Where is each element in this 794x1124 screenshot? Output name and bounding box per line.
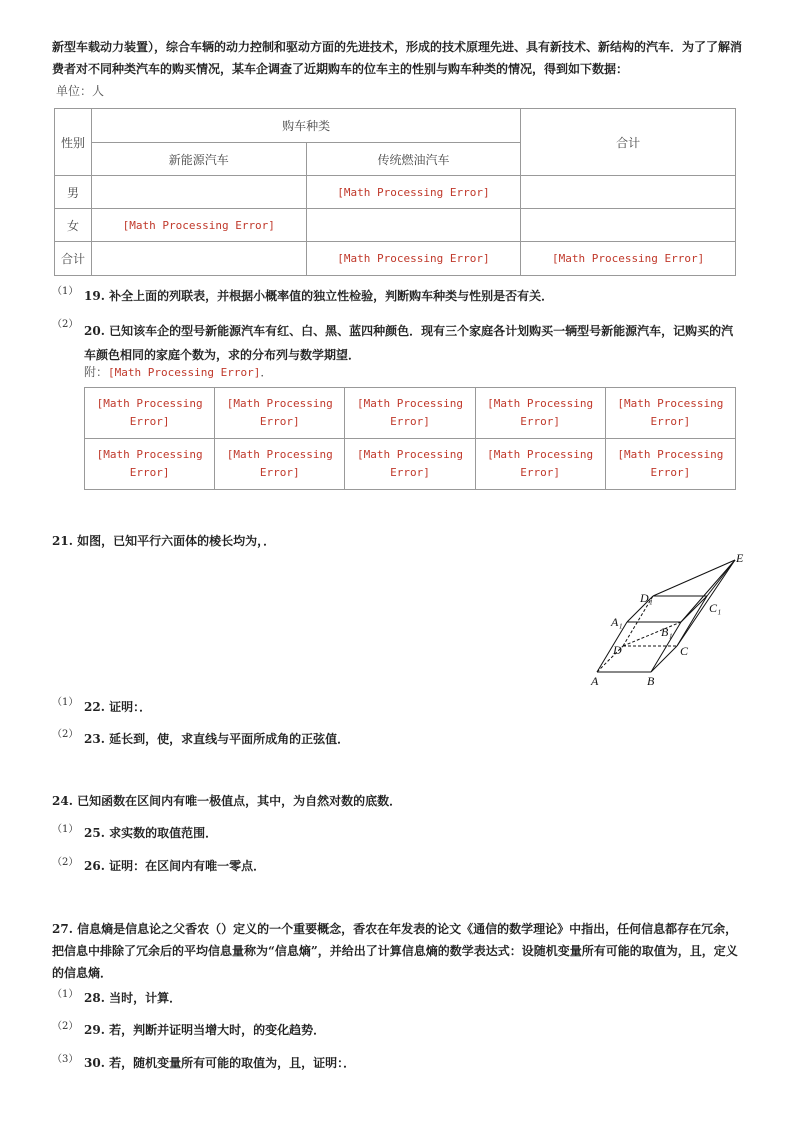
appendix-line (84, 363, 272, 380)
question-text: 证明：在区间内有唯一零点． (109, 859, 266, 873)
sub-marker: （2） (52, 857, 79, 868)
question-number: 27. (52, 922, 73, 936)
row-label-male: 男 (55, 176, 92, 209)
label-E: E (736, 551, 744, 565)
question-number: 28. (84, 991, 105, 1005)
cell: [Math Processing Error] (306, 242, 521, 276)
question-number: 22. (84, 700, 105, 714)
cell: [Math Processing Error] (215, 388, 345, 439)
reference-table (84, 387, 736, 490)
contingency-table (54, 108, 736, 276)
appendix-suffix: ． (260, 365, 273, 379)
table-row (85, 388, 736, 439)
question-19 (84, 287, 553, 304)
question-30 (84, 1054, 355, 1071)
question-number: 29. (84, 1023, 105, 1037)
label-C1: C₁ (709, 601, 722, 615)
line-B1E (681, 560, 735, 622)
intro-paragraph: 新型车载动力装置），综合车辆的动力控制和驱动方面的先进技术，形成的技术原理先进、具有新技术、新结构的汽车．为了了解消费者对不同种类汽车的购买情况，某车企调查了近期购车的位车主的性别与购车种类的情况，得到如下数据： (52, 40, 743, 76)
question-25 (84, 824, 217, 841)
cell: [Math Processing Error] (345, 439, 475, 490)
label-C: C (680, 644, 689, 658)
row-label-female: 女 (55, 209, 92, 242)
cell (521, 176, 736, 209)
question-text: 求实数的取值范围． (109, 826, 218, 840)
label-B: B (647, 674, 655, 688)
question-26 (84, 857, 265, 874)
question-text: 如图，已知平行六面体的棱长均为，． (77, 534, 276, 548)
question-text: 信息熵是信息论之父香农（）定义的一个重要概念，香农在年发表的论文《通信的数学理论》中指出，任何信息都存在冗余，把信息中排除了冗余后的平均信息量称为“信息熵”，并给出了计算信息熵的数学表达式：设随机变量所有可能的取值为，且，定义的信息熵． (52, 922, 738, 980)
cell: [Math Processing Error] (475, 439, 605, 490)
cell: [Math Processing Error] (306, 176, 521, 209)
cell (521, 209, 736, 242)
question-text: 已知函数在区间内有唯一极值点，其中，为自然对数的底数． (77, 794, 402, 808)
header-new-energy: 新能源汽车 (91, 143, 306, 176)
appendix-prefix: 附： (84, 365, 109, 379)
question-text: 证明：． (109, 700, 152, 714)
table-row (55, 242, 736, 276)
cell: [Math Processing Error] (85, 388, 215, 439)
question-20 (84, 319, 736, 367)
table-row (55, 176, 736, 209)
question-number: 20. (84, 324, 105, 338)
sub-marker: （1） (52, 824, 79, 835)
cell: [Math Processing Error] (85, 439, 215, 490)
sub-marker: （1） (52, 286, 79, 297)
cell: [Math Processing Error] (605, 388, 735, 439)
sub-marker: （3） (52, 1054, 79, 1065)
question-number: 30. (84, 1056, 105, 1070)
sub-marker: （2） (52, 319, 79, 330)
question-text: 延长到，使，求直线与平面所成角的正弦值． (109, 732, 350, 746)
cell: [Math Processing Error] (521, 242, 736, 276)
question-27 (52, 918, 742, 984)
row-label-total: 合计 (55, 242, 92, 276)
question-28 (84, 989, 181, 1006)
unit-label: 单位：人 (56, 84, 105, 98)
label-D: D (613, 643, 622, 657)
header-traditional: 传统燃油汽车 (306, 143, 521, 176)
cell: [Math Processing Error] (345, 388, 475, 439)
sub-marker: （1） (52, 989, 79, 1000)
label-A: A (591, 674, 599, 688)
question-number: 23. (84, 732, 105, 746)
question-29 (84, 1021, 325, 1038)
table-row (85, 439, 736, 490)
cell (91, 176, 306, 209)
question-number: 24. (52, 794, 73, 808)
sub-marker: （1） (52, 697, 79, 708)
question-text: 当时，计算． (109, 991, 182, 1005)
appendix-error: [Math Processing Error] (108, 366, 261, 379)
question-22 (84, 698, 151, 715)
cell: [Math Processing Error] (215, 439, 345, 490)
header-car-type: 购车种类 (91, 109, 520, 143)
cell (306, 209, 521, 242)
table-row (55, 209, 736, 242)
question-23 (84, 730, 349, 747)
label-A1: A₁ (611, 615, 623, 629)
cell: [Math Processing Error] (605, 439, 735, 490)
question-text: 若，判断并证明当增大时，的变化趋势． (109, 1023, 326, 1037)
line-C1E (707, 560, 735, 596)
label-B1: B₁ (661, 625, 673, 639)
header-total: 合计 (521, 109, 736, 176)
question-number: 25. (84, 826, 105, 840)
question-text: 若，随机变量所有可能的取值为，且，证明：． (109, 1056, 356, 1070)
parallelepiped-figure (585, 550, 745, 690)
cell: [Math Processing Error] (91, 209, 306, 242)
sub-marker: （2） (52, 729, 79, 740)
question-number: 21. (52, 534, 73, 548)
question-text: 补全上面的列联表，并根据小概率值的独立性检验，判断购车种类与性别是否有关． (109, 289, 554, 303)
sub-marker: （2） (52, 1021, 79, 1032)
question-24 (52, 792, 401, 809)
question-text: 已知该车企的型号新能源汽车有红、白、黑、蓝四种颜色．现有三个家庭各计划购买一辆型号新能源汽车，记购买的汽车颜色相同的家庭个数为，求的分布列与数学期望． (84, 324, 734, 362)
question-number: 19. (84, 289, 105, 303)
cell: [Math Processing Error] (475, 388, 605, 439)
question-21 (52, 532, 275, 549)
header-gender: 性别 (55, 109, 92, 176)
cell (91, 242, 306, 276)
question-number: 26. (84, 859, 105, 873)
label-D1: D₁ (640, 591, 653, 605)
